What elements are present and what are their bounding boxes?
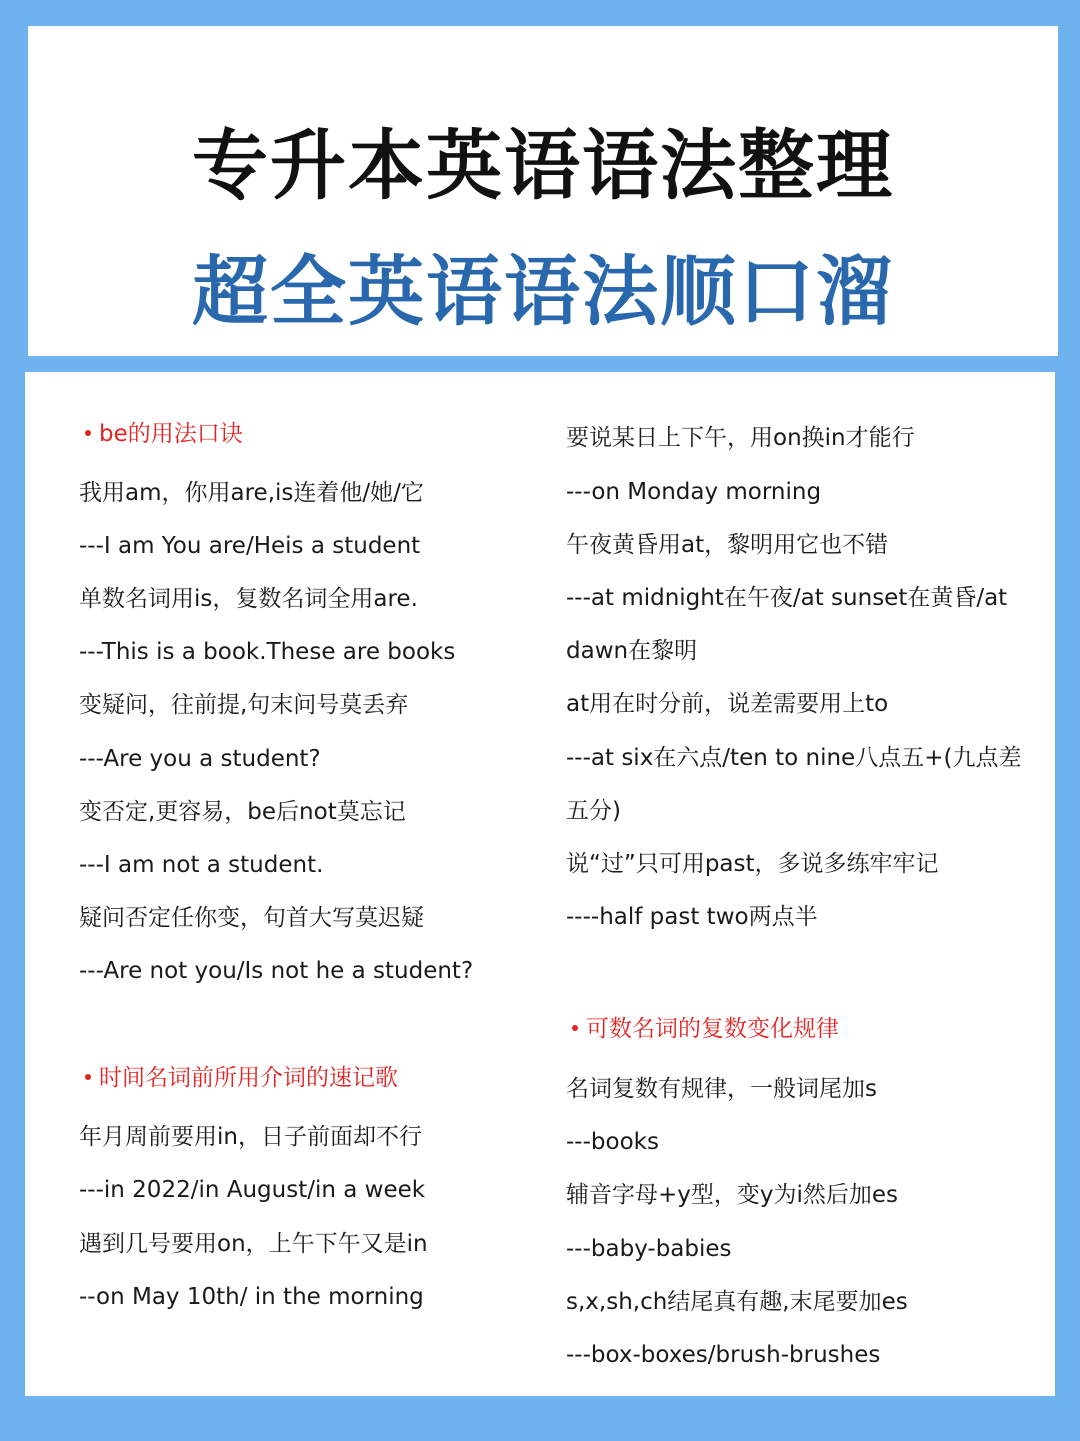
section-heading-plural-nouns: 可数名词的复数变化规律 bbox=[566, 1014, 839, 1044]
text-line: ---at midnight在午夜/at sunset在黄昏/at bbox=[566, 585, 1008, 611]
text-line: 要说某日上下午，用on换in才能行 bbox=[566, 425, 915, 451]
section-heading-be-usage: be的用法口诀 bbox=[79, 419, 243, 449]
text-line: ---box-boxes/brush-brushes bbox=[566, 1342, 881, 1368]
text-line: 年月周前要用in，日子前面却不行 bbox=[79, 1124, 422, 1150]
text-line: 说“过”只可用past，多说多练牢牢记 bbox=[566, 851, 939, 877]
content-card bbox=[25, 372, 1055, 1396]
text-line: ---Are not you/Is not he a student? bbox=[79, 958, 474, 984]
text-line: ---at six在六点/ten to nine八点五+(九点差 bbox=[566, 745, 1022, 771]
bullet-dot-icon bbox=[85, 430, 91, 436]
bullet-dot-icon bbox=[572, 1025, 578, 1031]
text-line: dawn在黎明 bbox=[566, 638, 698, 664]
text-line: s,x,sh,ch结尾真有趣,末尾要加es bbox=[566, 1289, 908, 1315]
text-line: ---Are you a student? bbox=[79, 746, 321, 772]
text-line: ---in 2022/in August/in a week bbox=[79, 1177, 426, 1203]
text-line: at用在时分前，说差需要用上to bbox=[566, 691, 889, 717]
text-line: ---books bbox=[566, 1129, 659, 1155]
text-line: 变否定,更容易，be后not莫忘记 bbox=[79, 799, 406, 825]
section-heading-time-prepositions: 时间名词前所用介词的速记歌 bbox=[79, 1063, 398, 1093]
text-line: 我用am，你用are,is连着他/她/它 bbox=[79, 480, 424, 506]
text-line: ---This is a book.These are books bbox=[79, 639, 456, 665]
text-line: --on May 10th/ in the morning bbox=[79, 1284, 424, 1310]
text-line: ---I am not a student. bbox=[79, 852, 324, 878]
text-line: ---on Monday morning bbox=[566, 479, 822, 505]
page-subtitle: 超全英语语法顺口溜 bbox=[192, 247, 894, 336]
text-line: ---baby-babies bbox=[566, 1236, 732, 1262]
text-line: 遇到几号要用on，上午下午又是in bbox=[79, 1231, 428, 1257]
text-line: 辅音字母+y型，变y为i然后加es bbox=[566, 1182, 899, 1208]
page-title: 专升本英语语法整理 bbox=[192, 121, 894, 210]
text-line: 午夜黄昏用at，黎明用它也不错 bbox=[566, 532, 889, 558]
text-line: ----half past two两点半 bbox=[566, 904, 818, 930]
text-line: 单数名词用is，复数名词全用are. bbox=[79, 586, 418, 612]
text-line: 名词复数有规律，一般词尾加s bbox=[566, 1076, 877, 1102]
text-line: 五分) bbox=[566, 798, 621, 824]
text-line: 疑问否定任你变，句首大写莫迟疑 bbox=[79, 905, 424, 931]
header-card bbox=[28, 26, 1058, 356]
bullet-dot-icon bbox=[85, 1074, 91, 1080]
text-line: ---I am You are/Heis a student bbox=[79, 533, 421, 559]
text-line: 变疑问，往前提,句末问号莫丢弃 bbox=[79, 692, 409, 718]
